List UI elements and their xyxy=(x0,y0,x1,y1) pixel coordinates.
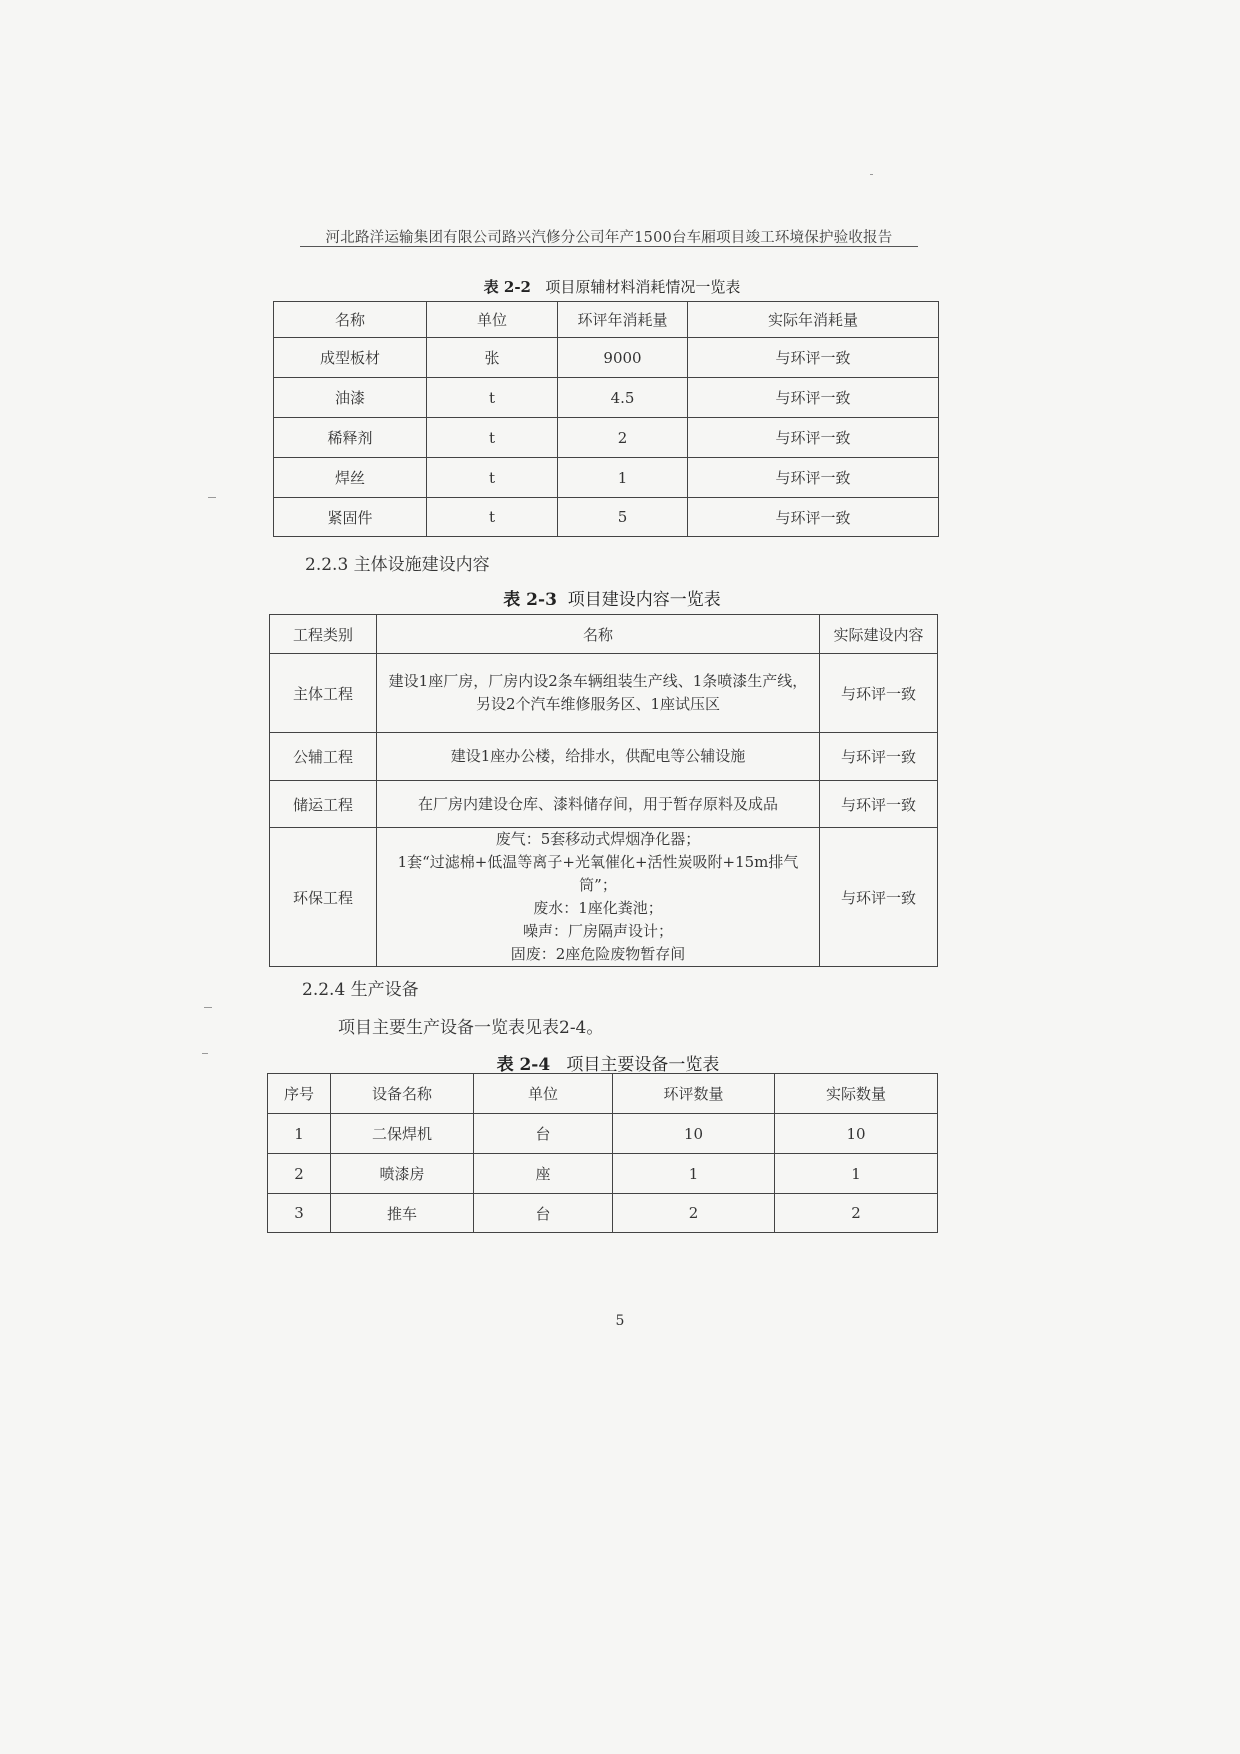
table-cell: 与环评一致 xyxy=(688,458,939,498)
table-cell: 推车 xyxy=(331,1194,474,1233)
scan-speck xyxy=(870,174,873,175)
cell-line: 噪声：厂房隔声设计； xyxy=(522,922,673,940)
table-2-3-caption-number: 表 2-3 xyxy=(503,590,557,610)
table-2-2-col-header: 实际年消耗量 xyxy=(688,302,939,338)
table-cell: 与环评一致 xyxy=(820,781,938,828)
table-cell: 9000 xyxy=(558,338,688,378)
table-row xyxy=(270,654,938,733)
table-cell: 稀释剂 xyxy=(274,418,427,458)
table-row xyxy=(268,1114,938,1154)
table-2-2 xyxy=(273,301,939,537)
cell-line: 废水：1座化粪池； xyxy=(533,899,663,917)
table-cell: 紧固件 xyxy=(274,498,427,537)
table-cell: 环保工程 xyxy=(270,828,377,967)
table-cell-multiline xyxy=(377,828,820,967)
table-cell: 公辅工程 xyxy=(270,733,377,781)
table-cell: 台 xyxy=(474,1114,613,1154)
table-cell: 2 xyxy=(268,1154,331,1194)
table-cell: 主体工程 xyxy=(270,654,377,733)
table-2-3-caption xyxy=(272,585,952,610)
table-2-3-caption-title: 项目建设内容一览表 xyxy=(567,590,721,610)
page-number: 5 xyxy=(615,1313,625,1329)
table-cell: 储运工程 xyxy=(270,781,377,828)
table-row xyxy=(270,781,938,828)
table-cell: 4.5 xyxy=(558,378,688,418)
table-2-3-col-header: 实际建设内容 xyxy=(820,615,938,654)
table-cell: 2 xyxy=(558,418,688,458)
table-2-4 xyxy=(267,1073,938,1233)
table-cell-multiline xyxy=(377,733,820,781)
table-row xyxy=(274,378,939,418)
table-2-3-col-header: 工程类别 xyxy=(270,615,377,654)
cell-line: 另设2个汽车维修服务区、1座试压区 xyxy=(475,695,721,713)
scan-speck xyxy=(208,497,216,498)
header-rule xyxy=(300,246,918,247)
scan-speck xyxy=(202,1053,208,1054)
table-2-4-header-row xyxy=(268,1074,938,1114)
cell-line: 固废：2座危险废物暂存间 xyxy=(510,945,686,963)
table-2-3-col-header: 名称 xyxy=(377,615,820,654)
table-2-4-col-header: 序号 xyxy=(268,1074,331,1114)
table-row xyxy=(268,1154,938,1194)
table-cell: 3 xyxy=(268,1194,331,1233)
table-row xyxy=(270,828,938,967)
table-row xyxy=(274,338,939,378)
table-cell: 喷漆房 xyxy=(331,1154,474,1194)
table-cell: 与环评一致 xyxy=(688,378,939,418)
table-row xyxy=(270,733,938,781)
cell-line: 建设1座厂房，厂房内设2条车辆组装生产线、1条喷漆生产线， xyxy=(388,672,808,690)
table-cell: 座 xyxy=(474,1154,613,1194)
table-2-4-col-header: 设备名称 xyxy=(331,1074,474,1114)
table-cell: 2 xyxy=(613,1194,775,1233)
table-cell: 10 xyxy=(775,1114,938,1154)
table-cell: 1 xyxy=(558,458,688,498)
table-cell: 与环评一致 xyxy=(688,498,939,537)
table-cell: 1 xyxy=(613,1154,775,1194)
table-2-2-caption-title: 项目原辅材料消耗情况一览表 xyxy=(545,278,741,296)
table-cell: 2 xyxy=(775,1194,938,1233)
table-cell: t xyxy=(427,418,558,458)
table-2-3-header-row xyxy=(270,615,938,654)
table-cell-multiline xyxy=(377,781,820,828)
table-cell: 5 xyxy=(558,498,688,537)
table-cell: 焊丝 xyxy=(274,458,427,498)
table-2-3 xyxy=(269,614,938,967)
table-cell: 与环评一致 xyxy=(688,338,939,378)
table-2-2-caption xyxy=(272,276,952,297)
table-2-2-col-header: 名称 xyxy=(274,302,427,338)
table-cell: 与环评一致 xyxy=(820,654,938,733)
cell-line: 废气：5套移动式焊烟净化器； xyxy=(495,830,701,848)
table-row xyxy=(274,498,939,537)
cell-line: 在厂房内建设仓库、漆料储存间，用于暂存原料及成品 xyxy=(417,794,778,813)
table-cell: 台 xyxy=(474,1194,613,1233)
table-2-2-header-row xyxy=(274,302,939,338)
table-2-4-caption xyxy=(268,1050,948,1075)
table-cell: 张 xyxy=(427,338,558,378)
table-2-2-col-header: 环评年消耗量 xyxy=(558,302,688,338)
scan-speck xyxy=(204,1007,212,1008)
table-cell: 与环评一致 xyxy=(688,418,939,458)
table-cell: 二保焊机 xyxy=(331,1114,474,1154)
table-2-4-col-header: 实际数量 xyxy=(775,1074,938,1114)
table-row xyxy=(274,418,939,458)
table-cell: 成型板材 xyxy=(274,338,427,378)
table-cell: 与环评一致 xyxy=(820,828,938,967)
cell-line: 建设1座办公楼，给排水，供配电等公辅设施 xyxy=(450,747,746,765)
table-cell: 油漆 xyxy=(274,378,427,418)
table-cell: t xyxy=(427,498,558,537)
table-2-4-caption-number: 表 2-4 xyxy=(496,1055,551,1075)
report-header: 河北路洋运输集团有限公司路兴汽修分公司年产1500台车厢项目竣工环境保护验收报告 xyxy=(325,230,893,246)
cell-line: 1套“过滤棉+低温等离子+光氧催化+活性炭吸附+15m排气筒”； xyxy=(397,853,799,894)
table-cell: t xyxy=(427,458,558,498)
section-2-2-3-heading: 2.2.3 主体设施建设内容 xyxy=(305,555,490,575)
section-2-2-4-heading: 2.2.4 生产设备 xyxy=(302,980,419,1000)
table-cell: 1 xyxy=(775,1154,938,1194)
table-cell: t xyxy=(427,378,558,418)
table-2-2-col-header: 单位 xyxy=(427,302,558,338)
table-2-2-caption-number: 表 2-2 xyxy=(483,278,531,296)
table-cell: 与环评一致 xyxy=(820,733,938,781)
table-row xyxy=(268,1194,938,1233)
table-cell: 10 xyxy=(613,1114,775,1154)
table-row xyxy=(274,458,939,498)
table-2-4-col-header: 单位 xyxy=(474,1074,613,1114)
table-2-4-caption-title: 项目主要设备一览表 xyxy=(566,1055,720,1075)
table-2-4-col-header: 环评数量 xyxy=(613,1074,775,1114)
table-2-4-intro: 项目主要生产设备一览表见表2-4。 xyxy=(338,1018,604,1038)
table-cell-multiline xyxy=(377,654,820,733)
table-cell: 1 xyxy=(268,1114,331,1154)
